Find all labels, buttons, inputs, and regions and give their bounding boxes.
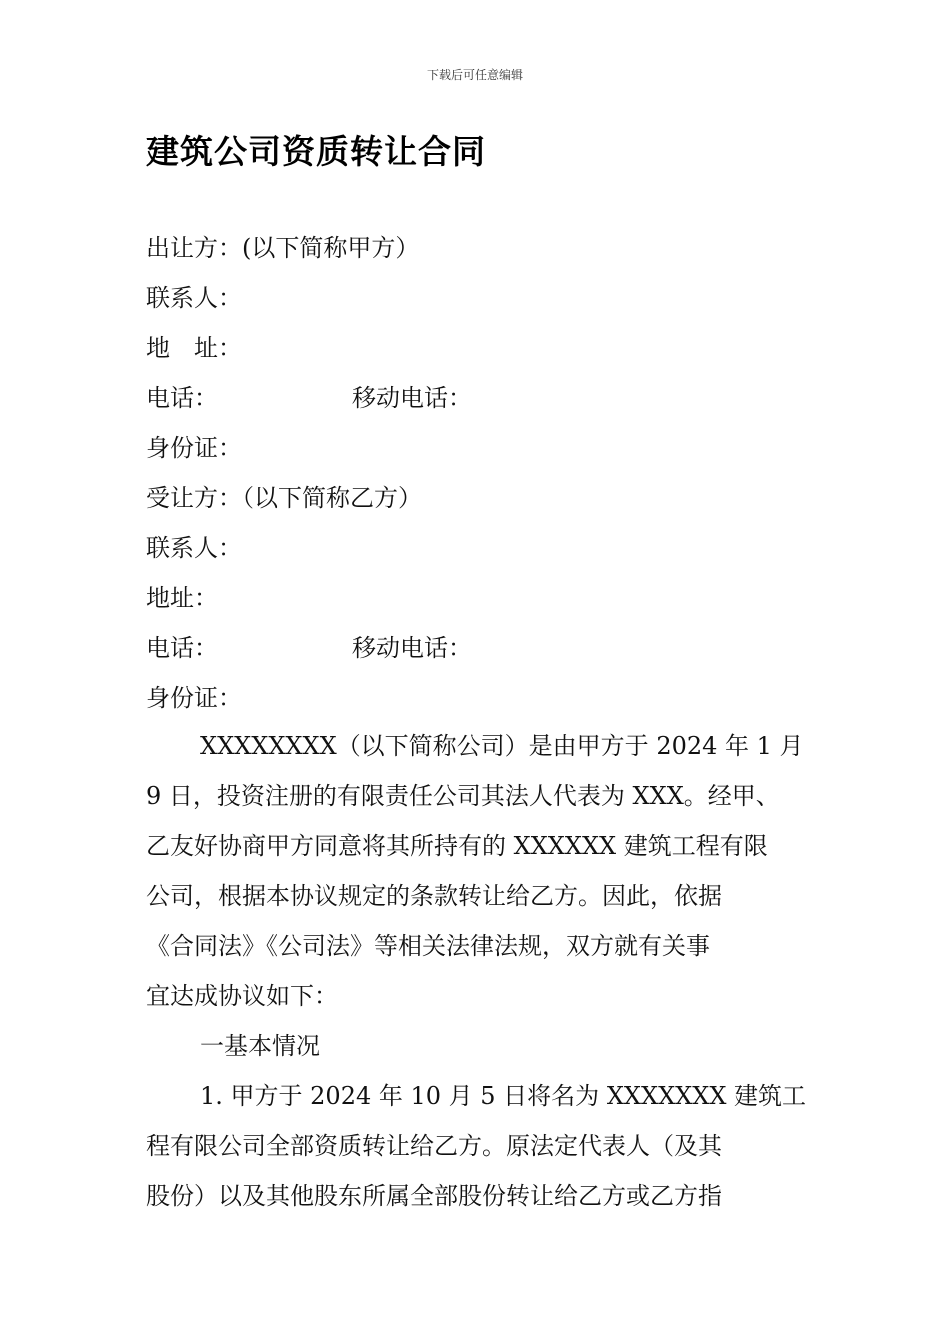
party-a-heading: 出让方：(以下简称甲方） [146,234,420,262]
party-a-mobile: 移动电话： [352,384,472,412]
clause-line: 1. 甲方于 2024 年 10 月 5 日将名为 XXXXXXX 建筑工 [200,1082,807,1110]
document-title: 建筑公司资质转让合同 [146,132,486,171]
party-b-contact: 联系人： [146,534,242,562]
party-b-phone-row [146,633,646,663]
intro-line: XXXXXXXX（以下简称公司）是由甲方于 2024 年 1 月 [200,732,804,760]
party-b-id-card: 身份证： [146,684,242,712]
party-a-id-card: 身份证： [146,434,242,462]
intro-line: 9 日，投资注册的有限责任公司其法人代表为 XXX。经甲、 [146,782,780,810]
party-a-contact: 联系人： [146,284,242,312]
party-a-address: 地 址： [146,334,242,362]
clause-line: 程有限公司全部资质转让给乙方。原法定代表人（及其 [146,1132,722,1160]
intro-line: 《合同法》《公司法》等相关法律法规，双方就有关事 [146,932,710,960]
intro-line: 公司，根据本协议规定的条款转让给乙方。因此，依据 [146,882,722,910]
party-b-address: 地址： [146,584,218,612]
section-heading: 一基本情况 [200,1032,320,1060]
intro-line: 宜达成协议如下： [146,982,338,1010]
intro-paragraph [146,721,806,1021]
party-a-phone-row [146,383,646,413]
intro-line: 乙友好协商甲方同意将其所持有的 XXXXXX 建筑工程有限 [146,832,768,860]
clause-paragraph [146,1071,806,1221]
header-note: 下载后可任意编辑 [426,68,523,82]
party-a-phone: 电话： [146,384,218,412]
party-b-phone: 电话： [146,634,218,662]
clause-line: 股份）以及其他股东所属全部股份转让给乙方或乙方指 [146,1182,722,1210]
party-b-heading: 受让方：（以下简称乙方） [146,484,422,512]
party-b-mobile: 移动电话： [352,634,472,662]
section-heading-block [146,1021,806,1071]
